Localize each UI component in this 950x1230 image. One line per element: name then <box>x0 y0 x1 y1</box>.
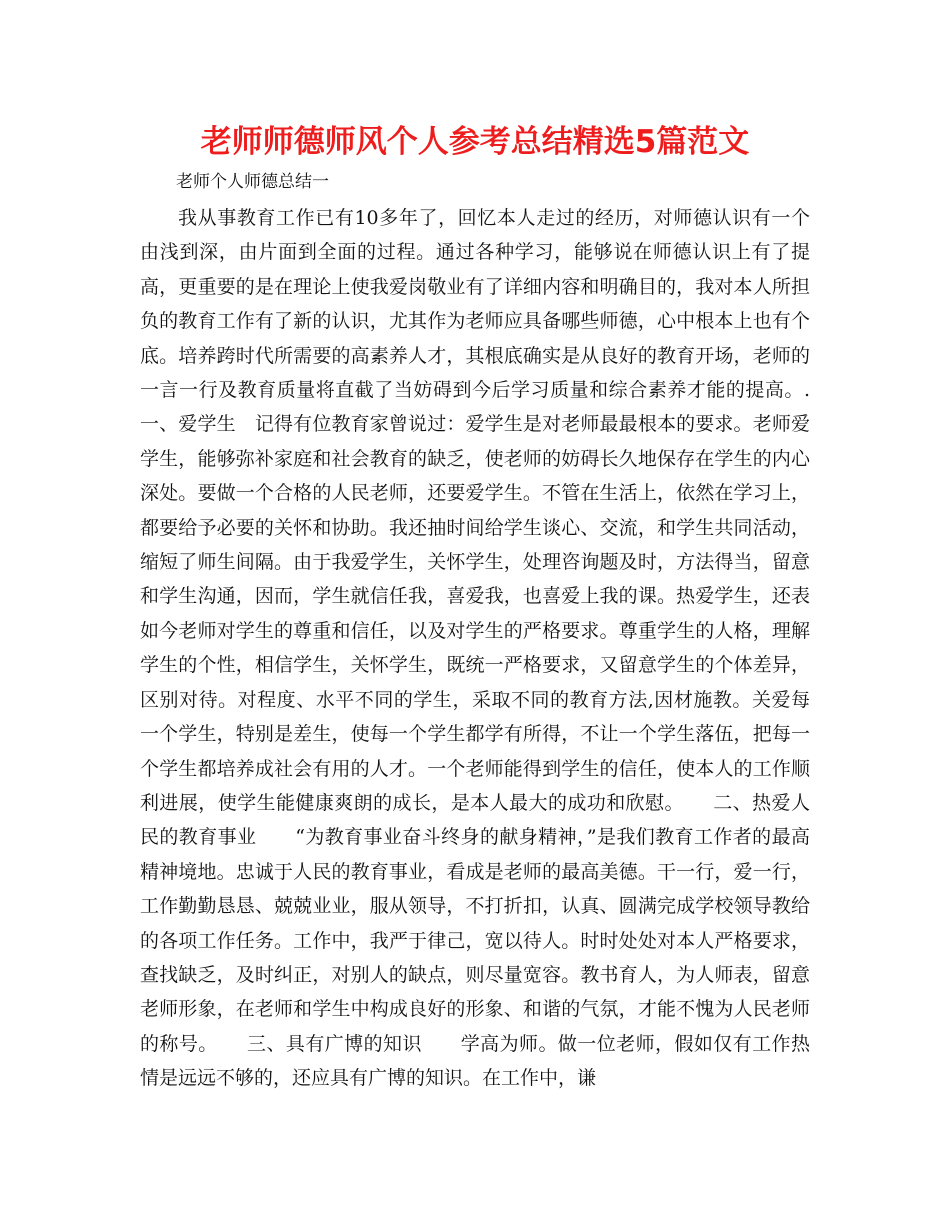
body-paragraph: 我从事教育工作已有10多年了，回忆本人走过的经历，对师德认识有一个由浅到深，由片面到全面的过程。通过各种学习，能够说在师德认识上有了提高，更重要的是在理论上使我爱岗敬业有了详细内容和明确目的，我对本人所担负的教育工作有了新的认识，尤其作为老师应具备哪些师德，心中根本上也有个底。培养跨时代所需要的高素养人才，其根底确实是从良好的教育开场，老师的一言一行及教育质量将直截了当妨碍到今后学习质量和综合素养才能的提高。. 一、爱学生 记得有位教育家曾说过：爱学生是对老师最最根本的要求。老师爱学生，能够弥补家庭和社会教育的缺乏，使老师的妨碍长久地保存在学生的内心深处。要做一个合格的人民老师，还要爱学生。不管在生活上，依然在学习上，都要给予必要的关怀和协助。我还抽时间给学生谈心、交流，和学生共同活动，缩短了师生间隔。由于我爱学生，关怀学生，处理咨询题及时，方法得当，留意和学生沟通，因而，学生就信任我，喜爱我，也喜爱上我的课。热爱学生，还表如今老师对学生的尊重和信任，以及对学生的严格要求。尊重学生的人格，理解学生的个性，相信学生，关怀学生，既统一严格要求，又留意学生的个体差异，区别对待。对程度、水平不同的学生，采取不同的教育方法,因材施教。关爱每一个学生，特别是差生，使每一个学生都学有所得，不让一个学生落伍，把每一个学生都培养成社会有用的人才。一个老师能得到学生的信任，使本人的工作顺利进展，使学生能健康爽朗的成长，是本人最大的成功和欣慰。 二、热爱人民的教育事业 “为教育事业奋斗终身的献身精神，”是我们教育工作者的最高精神境地。忠诚于人民的教育事业，看成是老师的最高美德。干一行，爱一行，工作勤勤恳恳、兢兢业业，服从领导，不打折扣，认真、圆满完成学校领导教给的各项工作任务。工作中，我严于律己，宽以待人。时时处处对本人严格要求，查找缺乏，及时纠正，对别人的缺点，则尽量宽容。教书育人，为人师表，留意老师形象，在老师和学生中构成良好的形象、和谐的气氛，才能不愧为人民老师的称号。 三、具有广博的知识 学高为师。做一位老师，假如仅有工作热情是远远不够的，还应具有广博的知识。在工作中，谦 <box>140 207 849 1090</box>
document-title: 老师师德师风个人参考总结精选5篇范文 <box>200 124 750 160</box>
section-heading: 老师个人师德总结一 <box>176 172 329 192</box>
